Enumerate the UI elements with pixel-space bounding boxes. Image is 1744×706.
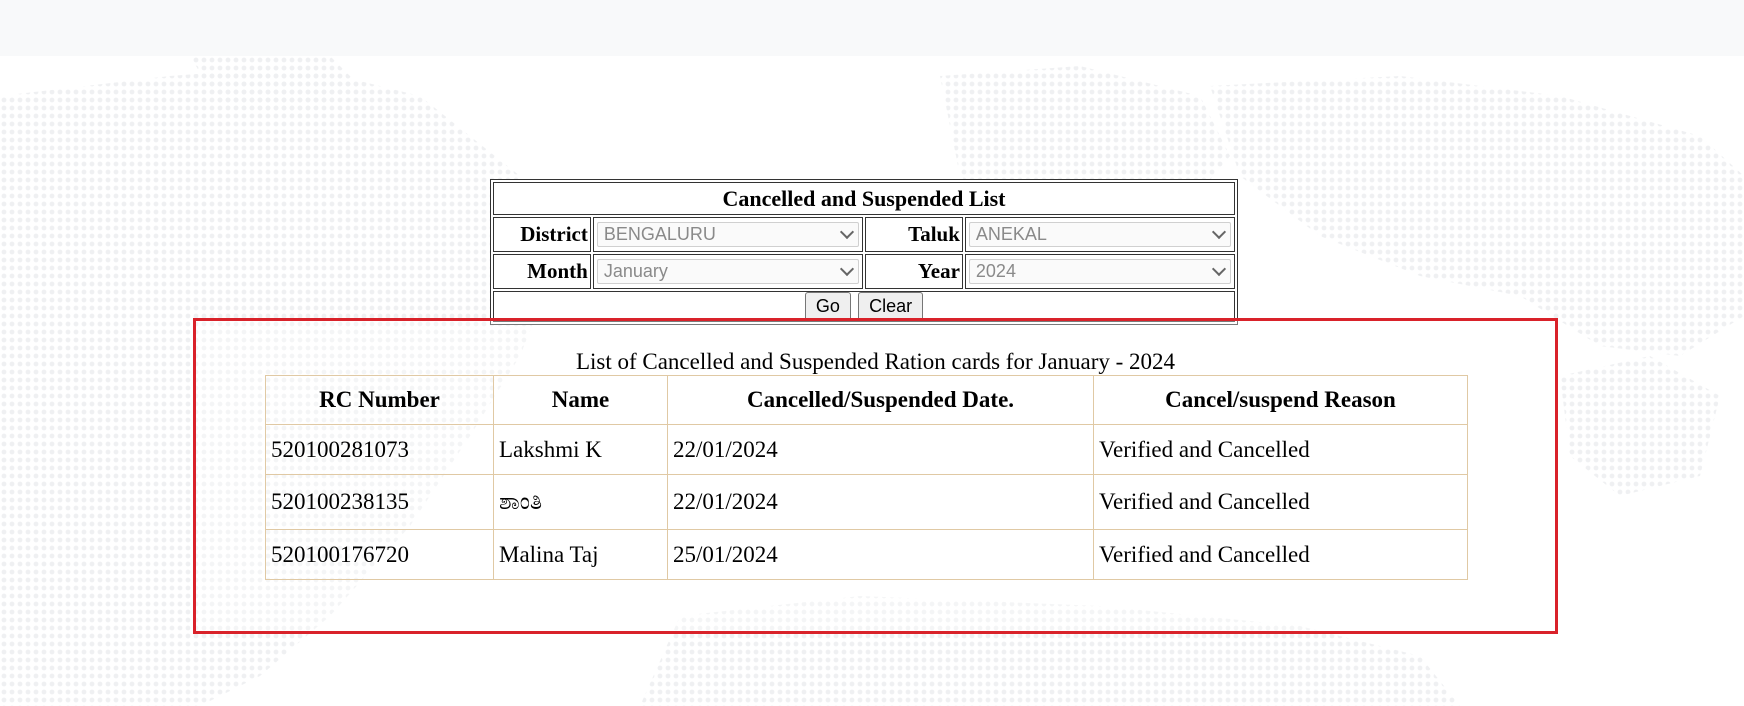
chevron-down-icon <box>840 225 854 239</box>
chevron-down-icon <box>1212 262 1226 276</box>
header-reason: Cancel/suspend Reason <box>1094 376 1468 425</box>
name-cell: ಶಾಂತಿ <box>494 475 668 530</box>
date-cell: 25/01/2024 <box>668 530 1094 580</box>
month-select-cell <box>593 254 863 289</box>
year-select-value: 2024 <box>975 261 1016 281</box>
taluk-select-value: ANEKAL <box>975 224 1047 244</box>
date-cell: 22/01/2024 <box>668 425 1094 475</box>
header-rc-number: RC Number <box>266 376 494 425</box>
date-cell: 22/01/2024 <box>668 475 1094 530</box>
header-row <box>266 376 1468 425</box>
go-button[interactable]: Go <box>805 292 851 321</box>
district-select[interactable] <box>597 222 859 247</box>
reason-cell: Verified and Cancelled <box>1094 475 1468 530</box>
filter-form <box>490 179 1238 325</box>
rc-number-cell: 520100176720 <box>266 530 494 580</box>
header-date: Cancelled/Suspended Date. <box>668 376 1094 425</box>
year-select[interactable] <box>969 259 1231 284</box>
rc-number-cell: 520100281073 <box>266 425 494 475</box>
name-cell: Malina Taj <box>494 530 668 580</box>
rc-number-cell: 520100238135 <box>266 475 494 530</box>
results-panel <box>193 318 1558 634</box>
clear-button[interactable]: Clear <box>858 292 923 321</box>
reason-cell: Verified and Cancelled <box>1094 530 1468 580</box>
month-select[interactable] <box>597 259 859 284</box>
district-select-cell <box>593 217 863 252</box>
top-band <box>0 0 1744 56</box>
results-table <box>265 375 1468 580</box>
chevron-down-icon <box>840 262 854 276</box>
header-name: Name <box>494 376 668 425</box>
table-row <box>266 475 1468 530</box>
district-label: District <box>493 217 591 252</box>
chevron-down-icon <box>1212 225 1226 239</box>
district-select-value: BENGALURU <box>603 224 716 244</box>
year-label: Year <box>865 254 963 289</box>
name-cell: Lakshmi K <box>494 425 668 475</box>
taluk-select[interactable] <box>969 222 1231 247</box>
form-title: Cancelled and Suspended List <box>493 182 1235 215</box>
year-select-cell <box>965 254 1235 289</box>
table-row <box>266 530 1468 580</box>
results-caption: List of Cancelled and Suspended Ration cards for January - 2024 <box>575 349 1176 374</box>
month-select-value: January <box>603 261 668 281</box>
month-label: Month <box>493 254 591 289</box>
reason-cell: Verified and Cancelled <box>1094 425 1468 475</box>
taluk-select-cell <box>965 217 1235 252</box>
taluk-label: Taluk <box>865 217 963 252</box>
table-row <box>266 425 1468 475</box>
